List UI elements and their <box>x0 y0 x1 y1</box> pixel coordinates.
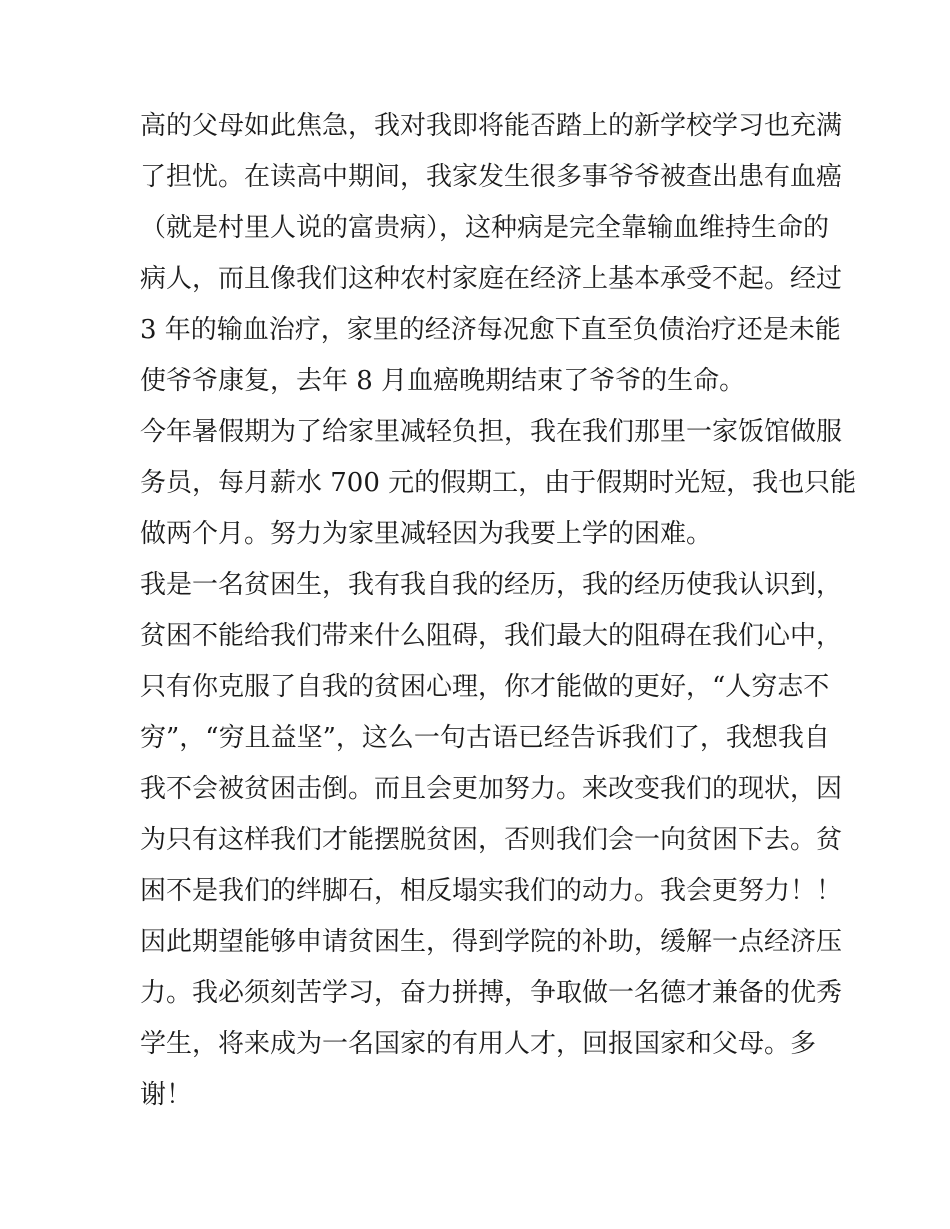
text-line: 因此期望能够申请贫困生，得到学院的补助，缓解一点经济压 <box>140 927 843 957</box>
text-line: （就是村里人说的富贵病），这种病是完全靠输血维持生命的 <box>140 213 830 243</box>
text-line: 使爷爷康复，去年 8 月血癌晚期结束了爷爷的生命。 <box>140 366 746 396</box>
text-line: 我是一名贫困生，我有我自我的经历，我的经历使我认识到， <box>140 570 843 600</box>
text-line: 做两个月。努力为家里减轻因为我要上学的困难。 <box>140 519 713 549</box>
text-line: 穷”，“穷且益坚”，这么一句古语已经告诉我们了，我想我自 <box>140 723 830 753</box>
text-line: 我不会被贫困击倒。而且会更加努力。来改变我们的现状，因 <box>140 774 843 804</box>
text-line: 只有你克服了自我的贫困心理，你才能做的更好，“人穷志不 <box>140 672 830 702</box>
text-line: 了担忧。在读高中期间，我家发生很多事爷爷被查出患有血癌 <box>140 162 843 192</box>
text-line: 病人，而且像我们这种农村家庭在经济上基本承受不起。经过 <box>140 264 843 294</box>
paragraph-2 <box>140 407 857 560</box>
text-line: 3 年的输血治疗，家里的经济每况愈下直至负债治疗还是未能 <box>140 315 841 345</box>
text-line: 为只有这样我们才能摆脱贫困，否则我们会一向贫困下去。贫 <box>140 825 843 855</box>
text-line: 力。我必须刻苦学习，奋力拼搏，争取做一名德才兼备的优秀 <box>140 978 843 1008</box>
text-line: 谢！ <box>140 1080 193 1110</box>
paragraph-3 <box>140 560 843 1121</box>
text-line: 今年暑假期为了给家里减轻负担，我在我们那里一家饭馆做服 <box>140 417 843 447</box>
text-line: 困不是我们的绊脚石，相反塌实我们的动力。我会更努力！！ <box>140 876 843 906</box>
paragraph-1 <box>140 101 843 407</box>
document-page <box>140 101 857 1121</box>
text-line: 务员，每月薪水 700 元的假期工，由于假期时光短，我也只能 <box>140 468 857 498</box>
text-line: 学生，将来成为一名国家的有用人才，回报国家和父母。多 <box>140 1029 817 1059</box>
text-line: 贫困不能给我们带来什么阻碍，我们最大的阻碍在我们心中， <box>140 621 843 651</box>
text-line: 高的父母如此焦急，我对我即将能否踏上的新学校学习也充满 <box>140 111 843 141</box>
